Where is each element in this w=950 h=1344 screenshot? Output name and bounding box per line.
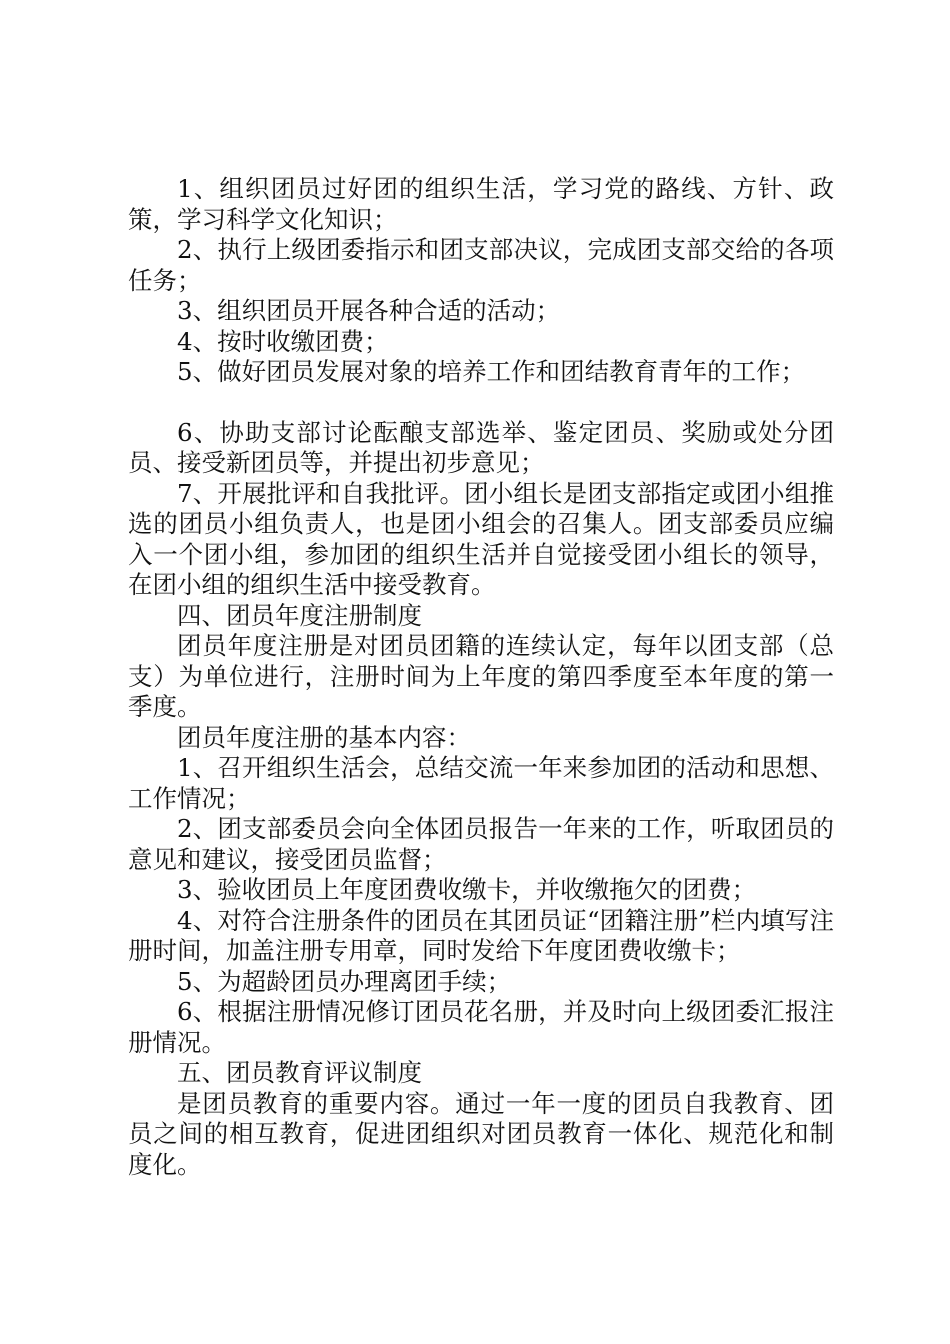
paragraph-duty-6: 6、协助支部讨论酝酿支部选举、鉴定团员、奖励或处分团员、接受新团员等，并提出初步意见； [128, 417, 834, 477]
paragraph-registration-4: 4、对符合注册条件的团员在其团员证“团籍注册”栏内填写注册时间，加盖注册专用章，同时发给下年度团费收缴卡； [128, 905, 834, 965]
paragraph-registration-1: 1、召开组织生活会，总结交流一年来参加团的活动和思想、工作情况； [128, 753, 834, 813]
paragraph-duty-2: 2、执行上级团委指示和团支部决议，完成团支部交给的各项任务； [128, 235, 834, 295]
paragraph-evaluation-intro: 是团员教育的重要内容。通过一年一度的团员自我教育、团员之间的相互教育，促进团组织对团员教育一体化、规范化和制度化。 [128, 1088, 834, 1179]
paragraph-registration-5: 5、为超龄团员办理离团手续； [177, 966, 512, 996]
section-heading-registration: 四、团员年度注册制度 [177, 600, 422, 630]
paragraph-registration-2: 2、团支部委员会向全体团员报告一年来的工作，听取团员的意见和建议，接受团员监督； [128, 814, 834, 874]
paragraph-registration-6: 6、根据注册情况修订团员花名册，并及时向上级团委汇报注册情况。 [128, 997, 834, 1057]
paragraph-duty-1: 1、组织团员过好团的组织生活，学习党的路线、方针、政策，学习科学文化知识； [128, 174, 834, 234]
paragraph-duty-4: 4、按时收缴团费； [177, 326, 389, 356]
paragraph-duty-7: 7、开展批评和自我批评。团小组长是团支部指定或团小组推选的团员小组负责人，也是团小组会的召集人。团支部委员应编入一个团小组，参加团的组织生活并自觉接受团小组长的领导，在团小组的组织生活中接受教育。 [128, 478, 834, 599]
paragraph-duty-3: 3、组织团员开展各种合适的活动； [177, 296, 561, 325]
paragraph-gap [128, 388, 834, 418]
section-heading-evaluation: 五、团员教育评议制度 [177, 1058, 422, 1087]
document-body [128, 174, 834, 1180]
paragraph-duty-5: 5、做好团员发展对象的培养工作和团结教育青年的工作； [177, 357, 806, 386]
paragraph-registration-content-label: 团员年度注册的基本内容： [177, 722, 471, 752]
paragraph-registration-3: 3、验收团员上年度团费收缴卡，并收缴拖欠的团费； [177, 875, 757, 904]
paragraph-registration-intro: 团员年度注册是对团员团籍的连续认定，每年以团支部（总支）为单位进行，注册时间为上年度的第四季度至本年度的第一季度。 [128, 631, 834, 721]
